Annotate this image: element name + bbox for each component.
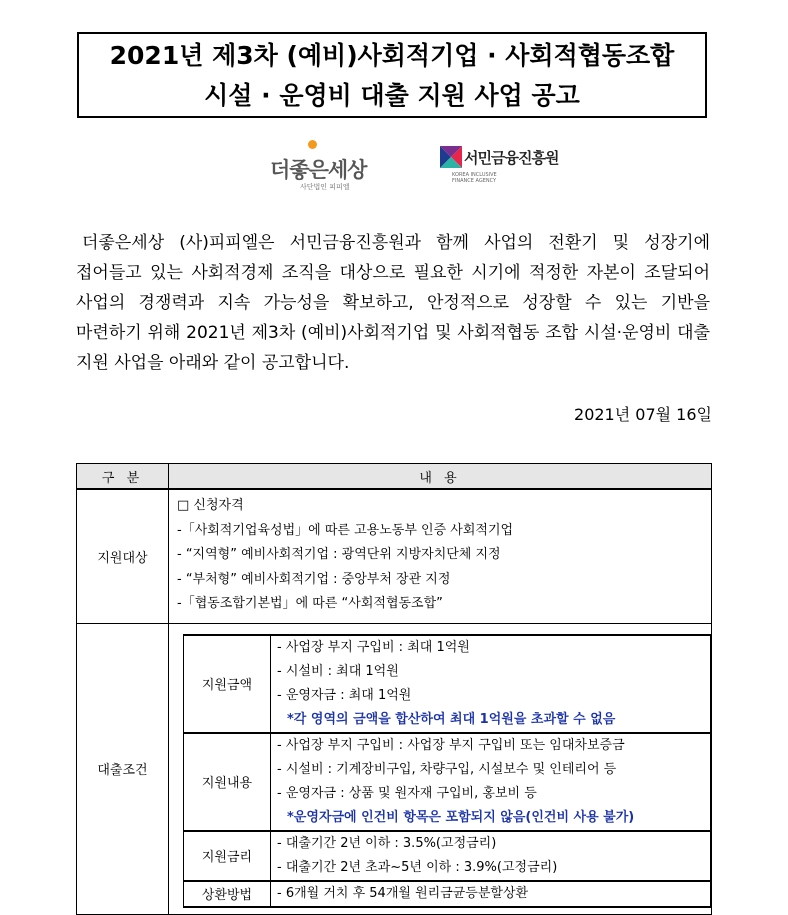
condition-line: - 사업장 부지 구입비 : 최대 1억원 xyxy=(277,639,470,655)
condition-line: - 대출기간 2년 이하 : 3.5%(고정금리) xyxy=(277,835,497,851)
loan-condition-row xyxy=(184,733,711,831)
loan-condition-row xyxy=(184,881,711,907)
ppl-logo-text: 더좋은세상 xyxy=(270,158,367,182)
title-line-2: 시설 · 운영비 대출 지원 사업 공고 xyxy=(204,81,580,110)
condition-line: - 운영자금 : 상품 및 원자재 구입비, 홍보비 등 xyxy=(277,785,537,801)
eligibility-content xyxy=(169,489,712,623)
loan-row xyxy=(77,623,712,914)
eligibility-line: -「협동조합기본법」에 따른 “사회적협동조합” xyxy=(177,596,443,611)
condition-label: 지원금리 xyxy=(184,831,271,881)
logo-bar xyxy=(0,136,788,196)
kinfa-logo-sub: KOREA INCLUSIVE FINANCE AGENCY xyxy=(452,172,497,184)
eligibility-line: - “지역형” 예비사회적기업 : 광역단위 지방자치단체 지정 xyxy=(177,547,501,562)
condition-line: - 운영자금 : 최대 1억원 xyxy=(277,687,412,703)
condition-label: 지원금액 xyxy=(184,635,271,733)
condition-content xyxy=(271,733,711,831)
title-line-1: 2021년 제3차 (예비)사회적기업 · 사회적협동조합 xyxy=(109,41,675,70)
condition-line: - 시설비 : 기계장비구입, 차량구입, 시설보수 및 인테리어 등 xyxy=(277,761,617,777)
kinfa-mark-icon xyxy=(440,146,462,168)
eligibility-label: 지원대상 xyxy=(77,489,169,623)
kinfa-logo xyxy=(440,138,570,194)
condition-label: 상환방법 xyxy=(184,881,271,907)
condition-line: - 시설비 : 최대 1억원 xyxy=(277,663,399,679)
loan-condition-row xyxy=(184,831,711,881)
eligibility-line: - “부처형” 예비사회적기업 : 중앙부처 장관 지정 xyxy=(177,571,451,587)
eligibility-row xyxy=(77,489,712,623)
col-header-category: 구 분 xyxy=(77,464,169,490)
condition-content xyxy=(271,635,711,733)
loan-content xyxy=(169,623,712,914)
condition-note: *각 영역의 금액을 합산하여 최대 1억원을 초과할 수 없음 xyxy=(287,711,616,727)
loan-label: 대출조건 xyxy=(77,623,169,914)
info-table xyxy=(76,463,712,915)
announcement-date: 2021년 07월 16일 xyxy=(574,405,712,424)
logo-dot-icon xyxy=(308,140,317,149)
condition-line: - 6개월 거치 후 54개월 원리금균등분할상환 xyxy=(277,885,529,901)
announcement-title xyxy=(77,32,707,118)
col-header-content: 내 용 xyxy=(169,464,712,490)
table-header-row xyxy=(77,464,712,490)
condition-label: 지원내용 xyxy=(184,733,271,831)
loan-condition-row xyxy=(184,635,711,733)
condition-line: - 사업장 부지 구입비 : 사업장 부지 구입비 또는 임대차보증금 xyxy=(277,737,625,753)
ppl-logo-sub: 사단법인 피피엘 xyxy=(300,183,350,191)
eligibility-line: -「사회적기업육성법」에 따른 고용노동부 인증 사회적기업 xyxy=(177,522,514,538)
eligibility-line: □ 신청자격 xyxy=(177,498,244,513)
intro-paragraph xyxy=(76,228,710,378)
kinfa-logo-text: 서민금융진흥원 xyxy=(464,149,559,167)
loan-conditions-table xyxy=(183,634,711,908)
intro-text: 더좋은세상 (사)피피엘은 서민금융진흥원과 함께 사업의 전환기 및 성장기에 접어들고 있는 사회적경제 조직을 대상으로 필요한 시기에 적정한 자본이 조달되어 사업의 경쟁력과 지속 가능성을 확보하고, 안정적으로 성장할 수 있는 기반을 마련하기 위해 2021년 제3차 (예비)사회적기업 및 사회적협동 조합 시설·운영비 대출 지원 사업을 아래와 같이 공고합니다. xyxy=(76,233,710,373)
condition-note: *운영자금에 인건비 항목은 포함되지 않음(인건비 사용 불가) xyxy=(287,809,635,825)
condition-line: - 대출기간 2년 초과~5년 이하 : 3.9%(고정금리) xyxy=(277,859,558,875)
condition-content xyxy=(271,881,711,907)
ppl-logo xyxy=(270,140,370,194)
condition-content xyxy=(271,831,711,881)
